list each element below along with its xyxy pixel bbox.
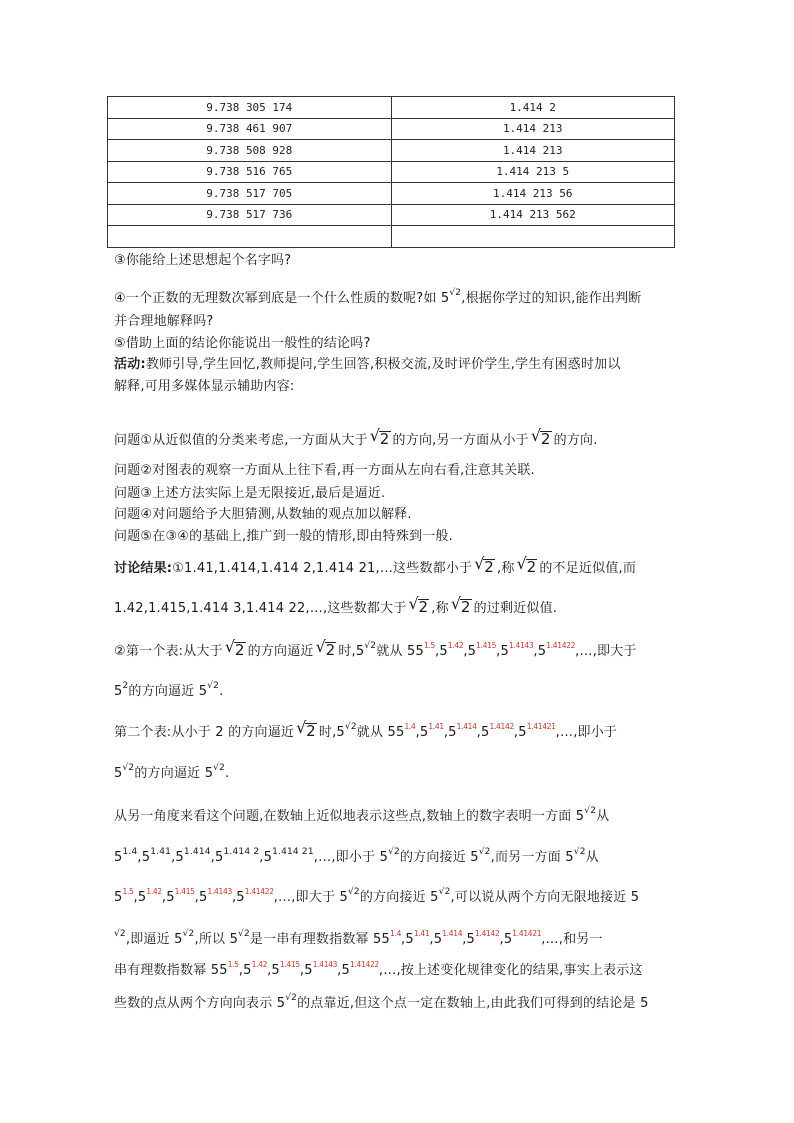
comma: , [231,890,237,905]
table-row [108,204,675,226]
sqrt2-radical: √ 2 [369,426,390,448]
power-base: 5 [219,963,228,978]
table-cell-exponent: 1.414 213 562 [391,204,675,226]
power-exponent: 1.41 [413,929,430,938]
table1-explanation-line2: $5^2$的方向逼近 $5^{√2}$. [114,681,224,699]
activity-line1: 活动:教师引导,学生回忆,教师提问,学生回答,积极交流,及时评价学生,学生有困惑时加以 [114,357,621,372]
table-row [108,161,675,183]
power-exponent: 1.42 [447,641,464,650]
activity-line2: 解释,可用多媒体显示辅助内容: [114,379,295,394]
table-cell-power [108,226,392,248]
power-exponent: 1.414 [442,929,463,938]
table-cell-power: 9.738 461 907 [108,118,392,140]
power-exponent: 1.41 [150,847,172,857]
power-base: 5 [263,850,273,865]
power-exponent: 1.4142 [475,929,500,938]
power-exponent: 1.5 [122,887,134,896]
power-exponent: 1.415 [279,960,300,969]
number-line-line2: $5^{1.4},5^{1.41},5^{1.414},5^{1.414 2},5^{1.414 21},\dots$,即小于 $5^{√2}$的方向接近 $5^{√2}$,而另一方面 $5^{√2}$从 [114,847,599,865]
power-base: 5 [114,890,123,905]
comma: , [499,932,504,947]
power-base: 5 [405,932,414,947]
power-base: 5 [448,725,457,740]
power-base: 5 [415,644,424,659]
question-3: ③你能给上述思想起个名字吗? [114,253,292,268]
comma: , [337,963,342,978]
power-base: 5 [480,725,490,740]
comma: , [443,725,449,740]
discussion-line1: 讨论结果:①1.41,1.414,1.414 2,1.414 21,…这些数都小于 √ 2 ,称 √ 2 的不足近似值,而 [114,554,637,576]
table-row [108,140,675,162]
comma: , [429,932,434,947]
power-base: 5 [500,644,509,659]
power-base: 5 [215,850,224,865]
power-base: 5 [175,850,184,865]
number-line-line1: 从另一角度来看这个问题,在数轴上近似地表示这些点,数轴上的数字表明一方面 $5^{√2}$从 [114,806,610,824]
comma: , [133,890,138,905]
comma: , [238,963,244,978]
power-base: 5 [395,725,405,740]
power-base: 5 [236,890,245,905]
power-base: 5 [518,725,527,740]
power-base: 5 [419,725,429,740]
table-cell-exponent: 1.414 213 [391,118,675,140]
power-base: 5 [467,644,477,659]
power-exponent: 1.41421 [512,929,542,938]
comma: , [415,725,420,740]
power-exponent: 1.41 [428,722,444,731]
comma: , [171,850,176,865]
power-base: 5 [114,850,123,865]
problem-1: 问题①从近似值的分类来考虑,一方面从大于 √ 2 的方向,另一方面从小于 √ 2 的方向. [114,426,598,448]
number-line-line5: 串有理数指数幂 $55^{1.5},5^{1.42},5^{1.415},5^{1.4143},5^{1.41422},\dots$,按上述变化规律变化的结果,事实上表示这 [114,960,643,978]
comma: , [259,850,264,865]
table-cell-exponent: 1.414 213 5 [391,161,675,183]
power-exponent: 1.41422 [349,960,379,969]
power-exponent: 1.41422 [546,641,576,650]
table-cell-power: 9.738 517 736 [108,204,392,226]
power-exponent: 1.42 [251,960,268,969]
power-exponent: 1.41422 [244,887,274,896]
approximation-table [107,96,675,248]
comma: , [463,644,468,659]
number-line-line6: 些数的点从两个方向向表示 $5^{√2}$的点靠近,但这个点一定在数轴上,由此我们可得到的结论是 5 [114,993,649,1011]
power-base: 5 [271,963,280,978]
power-base: 5 [199,890,208,905]
power-base: 5 [439,644,448,659]
discussion-line2: 1.42,1.415,1.414 3,1.414 22,…,这些数都大于 √ 2 ,称 √ 2 的过剩近似值. [114,594,558,616]
table-cell-exponent [391,226,675,248]
power-exponent: 1.5 [227,960,239,969]
power-exponent: 1.415 [174,887,195,896]
power-exponent: 1.4143 [312,960,338,969]
comma: , [210,850,216,865]
power-exponent: 1.4 [404,722,416,731]
comma: , [533,644,538,659]
comma: , [476,725,481,740]
comma: , [496,644,501,659]
comma: , [137,850,142,865]
power-exponent: 1.415 [476,641,497,650]
power-base: 5 [381,932,391,947]
comma: , [299,963,305,978]
table-row [108,97,675,119]
table-row [108,226,675,248]
question-5: ⑤借助上面的结论你能说出一般性的结论吗? [114,336,371,351]
power-exponent: 1.4 [390,929,402,938]
power-base: 5 [466,932,476,947]
problem-3: 问题③上述方法实际上是无限接近,最后是逼近. [114,486,386,501]
power-exponent: 1.4143 [508,641,534,650]
power-exponent: 1.42 [146,887,162,896]
question-4-line2: 并合理地解释吗? [114,314,214,329]
question-4-line1: ④一个正数的无理数次幂到底是一个什么性质的数呢?如 $5^{√2}$,根据你学过的知识,能作出判断 [114,288,642,306]
power-base: 5 [243,963,252,978]
number-line-line3: $5^{1.5},5^{1.42},5^{1.415},5^{1.4143},5^{1.41422},\dots$,即大于 $5^{√2}$的方向接近 $5^{√2}$,可以说从两个方向无限地接近 5 [114,887,640,905]
table1-explanation-line1: ②第一个表:从大于 √ 2 的方向逼近 √ 2 时$,5^{√2}$就从 $55^{1.5},5^{1.42},5^{1.415},5^{1.4143},5^{1.41422},\dots$,即大于 [114,637,637,659]
power-exponent: 1.414 [456,722,477,731]
table-cell-exponent: 1.414 213 56 [391,183,675,205]
comma: , [267,963,272,978]
table-cell-power: 9.738 305 174 [108,97,392,119]
power-base: 5 [166,890,175,905]
problem-5: 问题⑤在③④的基础上,推广到一般的情形,即由特殊到一般. [114,529,453,544]
power-base: 5 [141,850,151,865]
comma: , [434,644,440,659]
power-base: 5 [137,890,147,905]
table-cell-power: 9.738 508 928 [108,140,392,162]
power-exponent: 1.4 [122,847,138,857]
table2-explanation-line2: $5^{√2}$的方向逼近 $5^{√2}$. [114,763,230,781]
table2-explanation-line1: 第二个表:从小于 2 的方向逼近 √ 2 时$,5^{√2}$就从 $55^{1.4},5^{1.41},5^{1.414},5^{1.4142},5^{1.41421},\dots$,即小于 [114,718,618,740]
comma: , [513,725,519,740]
table-cell-power: 9.738 517 705 [108,183,392,205]
power-base: 5 [503,932,513,947]
number-line-line4: $^{√2}$,即逼近 $5^{√2}$,所以 $5^{√2}$是一串有理数指数幂 $55^{1.4},5^{1.41},5^{1.414},5^{1.4142},5^{1.41421},\dots$,和另一 [114,929,603,947]
power-base: 5 [341,963,350,978]
power-exponent: 1.4143 [207,887,232,896]
problem-4: 问题④对问题给予大胆猜测,从数轴的观点加以解释. [114,507,412,522]
table-row [108,118,675,140]
power-base: 5 [304,963,313,978]
problem-2: 问题②对图表的观察一方面从上往下看,再一方面从左向右看,注意其关联. [114,463,535,478]
power-base: 5 [537,644,547,659]
comma: , [401,932,406,947]
power-exponent: 1.414 21 [272,847,314,857]
comma: , [194,890,199,905]
comma: , [161,890,167,905]
power-exponent: 1.414 2 [223,847,260,857]
power-exponent: 1.41421 [526,722,556,731]
sqrt2-radical: √ 2 [530,426,551,448]
table-cell-power: 9.738 516 765 [108,161,392,183]
power-exponent: 1.4142 [489,722,514,731]
comma: , [462,932,467,947]
power-exponent: 1.414 [183,847,211,857]
table-cell-exponent: 1.414 213 [391,140,675,162]
power-base: 5 [433,932,443,947]
power-exponent: 1.5 [423,641,435,650]
table-row [108,183,675,205]
table-cell-exponent: 1.414 2 [391,97,675,119]
